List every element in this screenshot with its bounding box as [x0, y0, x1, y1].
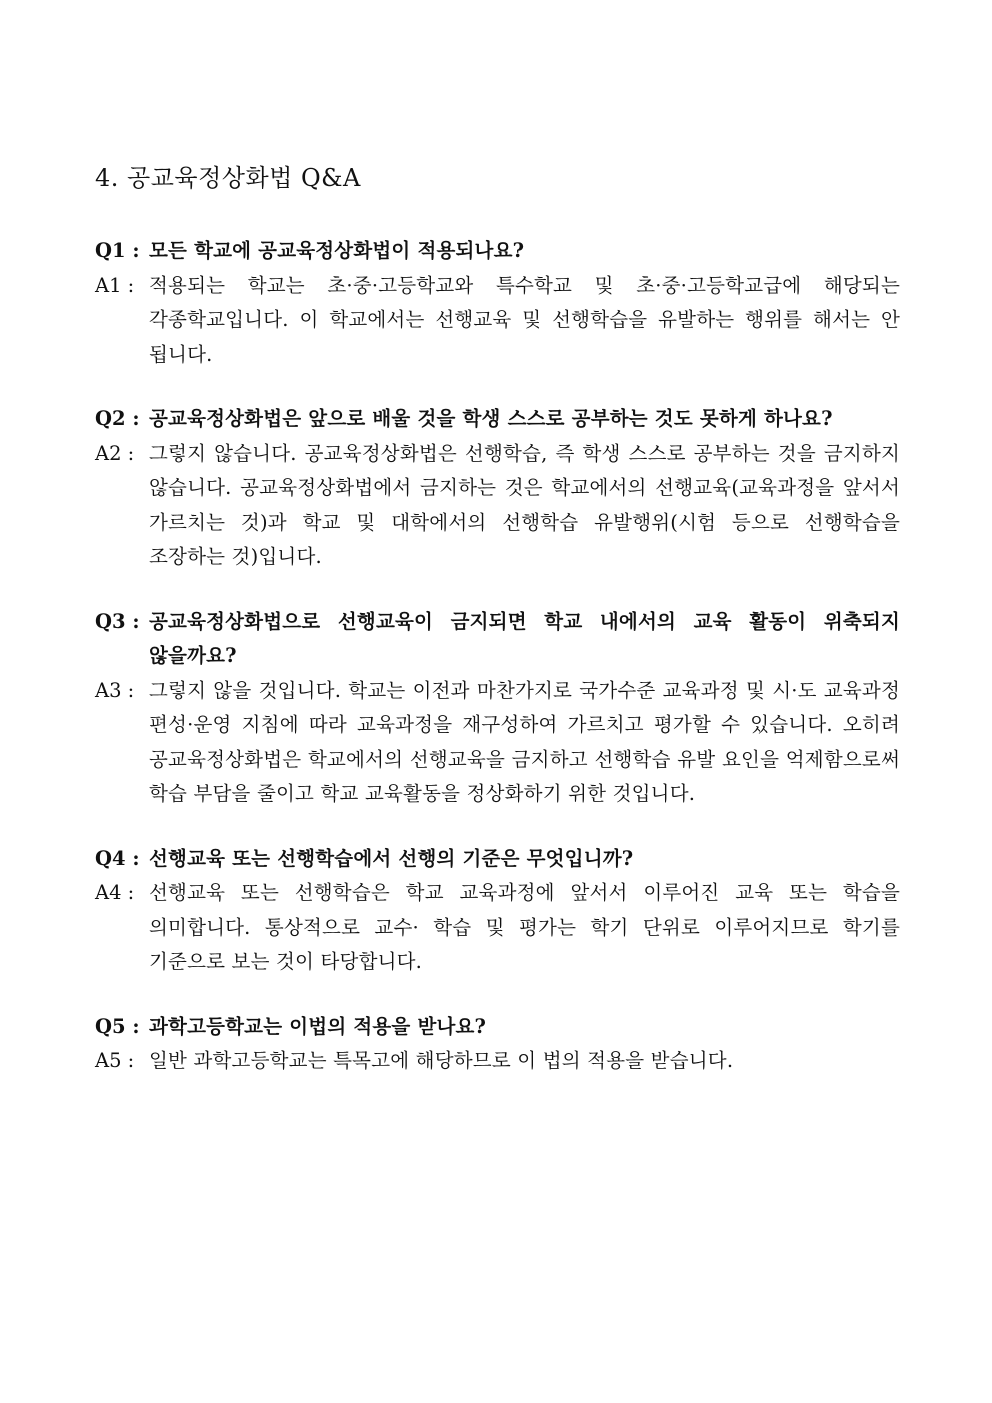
answer-row: [95, 876, 900, 980]
question-row: [95, 402, 900, 437]
question-row: [95, 1010, 900, 1045]
question-row: [95, 842, 900, 877]
question-text: 공교육정상화법으로 선행교육이 금지되면 학교 내에서의 교육 활동이 위축되지 않을까요?: [149, 609, 900, 667]
question-label: Q3 :: [95, 609, 140, 633]
answer-label: A3 :: [95, 678, 135, 702]
question-label: Q2 :: [95, 407, 140, 430]
answer-row: [95, 437, 900, 575]
qa-item-1: [95, 234, 900, 372]
question-label: Q1 :: [95, 239, 140, 262]
question-row: [95, 605, 900, 674]
question-label: Q4 :: [95, 846, 140, 870]
question-text: 선행교육 또는 선행학습에서 선행의 기준은 무엇입니까?: [149, 846, 634, 870]
qa-item-2: [95, 402, 900, 575]
answer-text: 그렇지 않습니다. 공교육정상화법은 선행학습, 즉 학생 스스로 공부하는 것을 금지하지 않습니다. 공교육정상화법에서 금지하는 것은 학교에서의 선행교육(교육과정을 앞서서 가르치는 것)과 학교 및 대학에서의 선행학습 유발행위(시험 등으로 선행학습을 조장하는 것)입니다.: [149, 441, 900, 568]
answer-row: [95, 674, 900, 812]
answer-label: A5 :: [95, 1049, 135, 1072]
answer-row: [95, 269, 900, 373]
document-page: [95, 160, 900, 1109]
answer-label: A4 :: [95, 881, 135, 904]
qa-item-5: [95, 1010, 900, 1079]
answer-text: 일반 과학고등학교는 특목고에 해당하므로 이 법의 적용을 받습니다.: [149, 1049, 734, 1072]
question-text: 과학고등학교는 이법의 적용을 받나요?: [149, 1014, 487, 1038]
question-row: [95, 234, 900, 269]
question-text: 모든 학교에 공교육정상화법이 적용되나요?: [149, 239, 525, 262]
answer-text: 선행교육 또는 선행학습은 학교 교육과정에 앞서서 이루어진 교육 또는 학습을 의미합니다. 통상적으로 교수· 학습 및 평가는 학기 단위로 이루어지므로 학기를 기준으로 보는 것이 타당합니다.: [149, 881, 900, 973]
answer-row: [95, 1044, 900, 1079]
answer-text: 그렇지 않을 것입니다. 학교는 이전과 마찬가지로 국가수준 교육과정 및 시·도 교육과정 편성·운영 지침에 따라 교육과정을 재구성하여 가르치고 평가할 수 있습니다. 오히려 공교육정상화법은 학교에서의 선행교육을 금지하고 선행학습 유발 요인을 억제함으로써 학습 부담을 줄이고 학교 교육활동을 정상화하기 위한 것입니다.: [149, 678, 900, 805]
qa-item-3: [95, 605, 900, 812]
answer-label: A2 :: [95, 441, 135, 465]
question-text: 공교육정상화법은 앞으로 배울 것을 학생 스스로 공부하는 것도 못하게 하나요?: [149, 407, 833, 430]
answer-text: 적용되는 학교는 초·중·고등학교와 특수학교 및 초·중·고등학교급에 해당되는 각종학교입니다. 이 학교에서는 선행교육 및 선행학습을 유발하는 행위를 해서는 안 됩니다.: [149, 273, 900, 366]
qa-item-4: [95, 842, 900, 980]
answer-label: A1 :: [95, 273, 135, 297]
section-title: 4. 공교육정상화법 Q&A: [95, 164, 361, 192]
question-label: Q5 :: [95, 1014, 140, 1038]
